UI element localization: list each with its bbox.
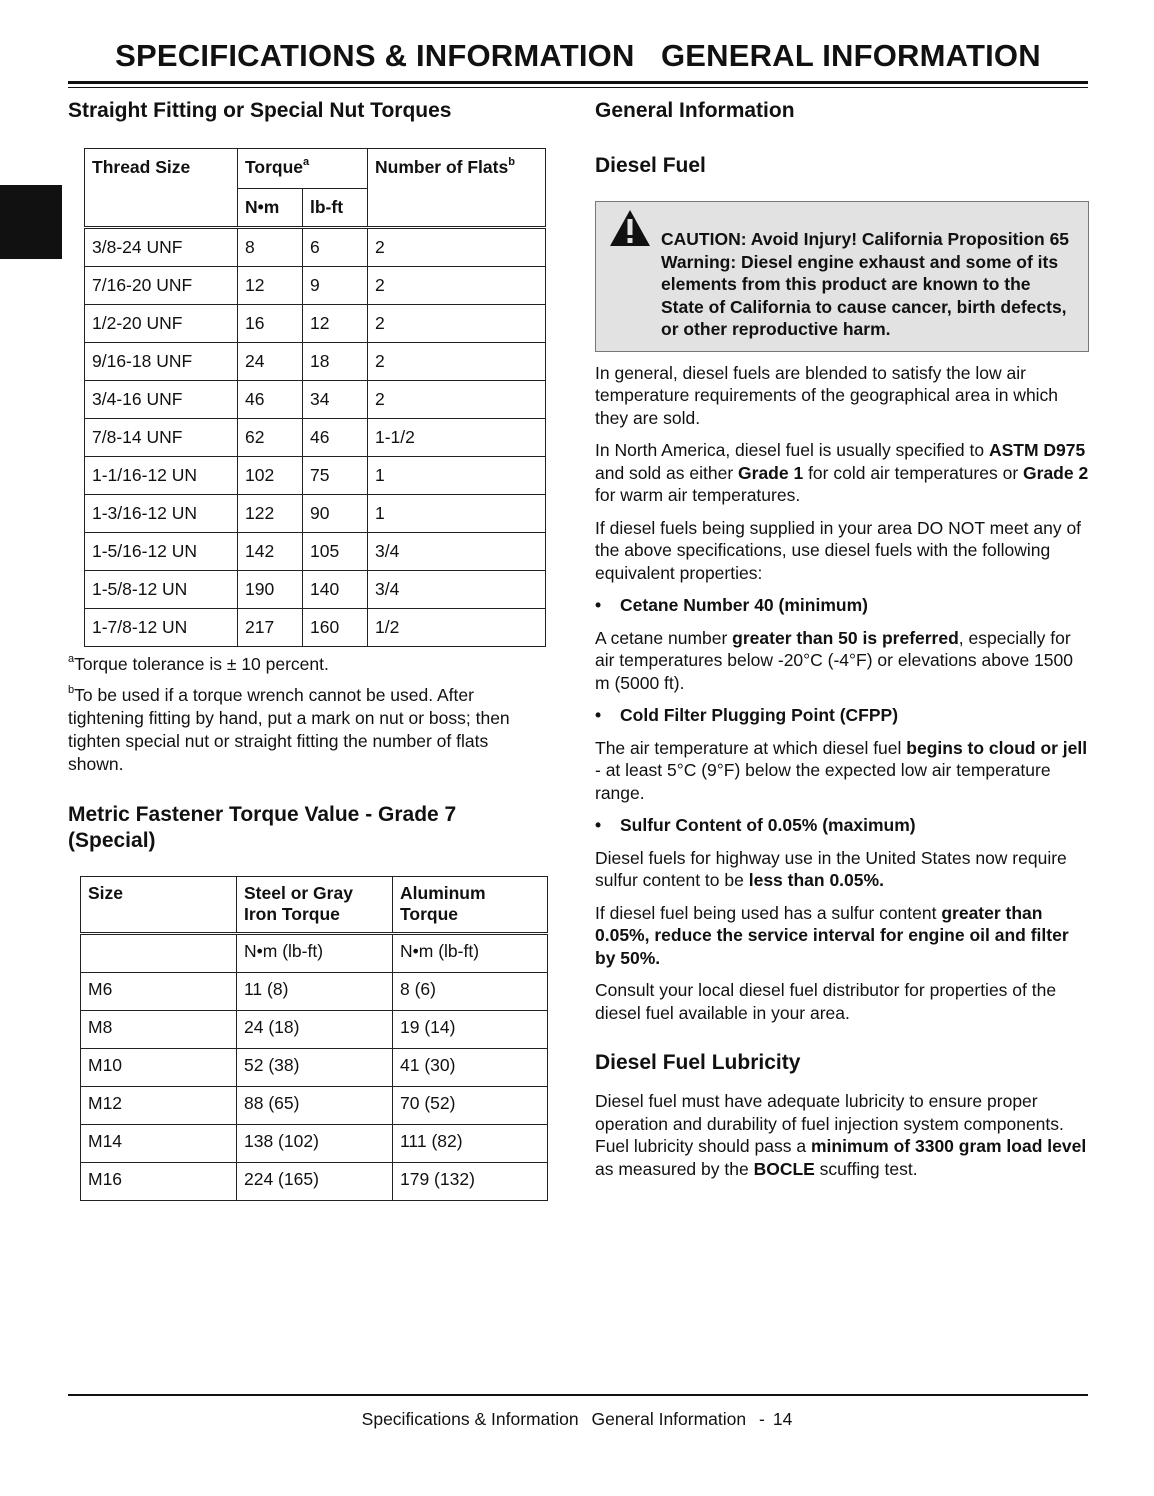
torque-lbft-cell: 18 — [303, 343, 368, 381]
torque-lbft-cell: 9 — [303, 267, 368, 305]
table-row — [85, 305, 546, 343]
size-cell: M8 — [81, 1011, 237, 1049]
torque-lbft-cell: 12 — [303, 305, 368, 343]
torque-nm-cell: 122 — [238, 495, 303, 533]
metric-fastener-torque-table — [80, 876, 548, 1201]
flats-cell: 3/4 — [368, 571, 546, 609]
flats-cell: 3/4 — [368, 533, 546, 571]
paragraph-cetane: A cetane number greater than 50 is preferred, especially for air temperatures below -20°C (-4°F) or elevations above 1500 m (5000 ft). — [595, 627, 1073, 693]
footnote-b: $^b$To be used if a torque wrench cannot be used. After tightening fitting by hand, put a mark on nut or boss; then tighten special nut or straight fitting the number of flats shown. — [68, 684, 510, 774]
flats-cell: 1 — [368, 457, 546, 495]
torque-lbft-cell: 160 — [303, 609, 368, 647]
paragraph-equivalent-properties: If diesel fuels being supplied in your area DO NOT meet any of the above specifications, use diesel fuels with the following equivalent properties: — [595, 517, 1082, 583]
flats-cell: 2 — [368, 267, 546, 305]
thread-size-cell: 1-7/8-12 UN — [85, 609, 238, 647]
diesel-fuel-body — [595, 362, 1089, 1025]
torque-nm-cell: 8 — [238, 228, 303, 267]
table-row — [81, 1163, 548, 1201]
table-row — [81, 1011, 548, 1049]
paragraph-blending: In general, diesel fuels are blended to satisfy the low air temperature requirements of the geographical area in which they are sold. — [595, 362, 1059, 428]
section-tab-marker — [0, 185, 62, 259]
torque-nm-cell: 190 — [238, 571, 303, 609]
steel-torque-cell: 138 (102) — [237, 1125, 393, 1163]
torque-nm-cell: 46 — [238, 381, 303, 419]
table-row — [85, 267, 546, 305]
table-row — [81, 1087, 548, 1125]
section-title-metric-fastener: Metric Fastener Torque Value - Grade 7 (Special) — [68, 803, 457, 852]
paragraph-sulfur-highway: Diesel fuels for highway use in the United States now require sulfur content to be less than 0.05%. — [595, 847, 1067, 890]
thread-size-cell: 1/2-20 UNF — [85, 305, 238, 343]
sub-header-nm: N•m — [238, 189, 303, 228]
footnote-ref-a: a — [303, 156, 310, 168]
bullet-sulfur: • Sulfur Content of 0.05% (maximum) — [595, 815, 916, 835]
table-row — [85, 533, 546, 571]
table-row — [85, 343, 546, 381]
aluminum-torque-cell: 111 (82) — [393, 1125, 548, 1163]
flats-cell: 2 — [368, 228, 546, 267]
sub-header-lbft: lb-ft — [303, 189, 368, 228]
table-row — [85, 228, 546, 267]
thread-size-cell: 7/8-14 UNF — [85, 419, 238, 457]
aluminum-torque-cell: 179 (132) — [393, 1163, 548, 1201]
steel-torque-cell: 52 (38) — [237, 1049, 393, 1087]
thread-size-cell: 1-3/16-12 UN — [85, 495, 238, 533]
flats-cell: 2 — [368, 343, 546, 381]
torque-nm-cell: 62 — [238, 419, 303, 457]
right-column — [595, 98, 1089, 1190]
thread-size-cell: 1-5/8-12 UN — [85, 571, 238, 609]
torque-lbft-cell: 90 — [303, 495, 368, 533]
paragraph-cfpp: The air temperature at which diesel fuel begins to cloud or jell - at least 5°C (9°F) below the expected low air temperature range. — [595, 737, 1088, 803]
torque-lbft-cell: 6 — [303, 228, 368, 267]
footer-rule — [68, 1394, 1088, 1396]
section-title-straight-fitting: Straight Fitting or Special Nut Torques — [68, 99, 452, 122]
section-title-diesel-fuel: Diesel Fuel — [595, 154, 706, 177]
thread-size-cell: 3/4-16 UNF — [85, 381, 238, 419]
footer-section: Specifications & Information — [361, 1409, 579, 1429]
table-row — [85, 457, 546, 495]
table-row — [85, 495, 546, 533]
warning-triangle-icon — [608, 208, 652, 248]
col-header-size: Size — [81, 877, 237, 934]
flats-cell: 1-1/2 — [368, 419, 546, 457]
straight-fitting-torque-table — [84, 148, 546, 647]
aluminum-torque-cell: 19 (14) — [393, 1011, 548, 1049]
table-row — [81, 973, 548, 1011]
flats-cell: 2 — [368, 381, 546, 419]
thread-size-cell: 1-1/16-12 UN — [85, 457, 238, 495]
header-rule-thin — [68, 87, 1088, 88]
steel-torque-cell: 24 (18) — [237, 1011, 393, 1049]
unit-steel: N•m (lb-ft) — [237, 934, 393, 973]
paragraph-sulfur-service: If diesel fuel being used has a sulfur content greater than 0.05%, reduce the service interval for engine oil and filter by 50%. — [595, 902, 1069, 968]
table-row — [85, 609, 546, 647]
torque-nm-cell: 217 — [238, 609, 303, 647]
page-title: SPECIFICATIONS & INFORMATION GENERAL INFORMATION — [115, 38, 1041, 73]
aluminum-torque-cell: 8 (6) — [393, 973, 548, 1011]
col-header-thread-size: Thread Size — [85, 149, 238, 228]
page-number: 14 — [772, 1409, 793, 1429]
section-title-lubricity: Diesel Fuel Lubricity — [595, 1051, 801, 1074]
footnote-a: $^a$Torque tolerance is ± 10 percent. — [68, 653, 329, 674]
table-row — [85, 419, 546, 457]
col-header-aluminum: Aluminum Torque — [393, 877, 548, 934]
flats-cell: 1 — [368, 495, 546, 533]
thread-size-cell: 9/16-18 UNF — [85, 343, 238, 381]
size-cell: M10 — [81, 1049, 237, 1087]
steel-torque-cell: 11 (8) — [237, 973, 393, 1011]
unit-aluminum: N•m (lb-ft) — [393, 934, 548, 973]
torque-lbft-cell: 140 — [303, 571, 368, 609]
caution-box — [595, 201, 1089, 352]
table-row — [81, 1049, 548, 1087]
header-rule — [68, 81, 1088, 84]
thread-size-cell: 7/16-20 UNF — [85, 267, 238, 305]
torque-nm-cell: 24 — [238, 343, 303, 381]
bullet-cetane: • Cetane Number 40 (minimum) — [595, 595, 868, 615]
footnote-ref-b: b — [508, 156, 515, 168]
footer-chapter: General Information — [591, 1409, 747, 1429]
torque-nm-cell: 12 — [238, 267, 303, 305]
caution-text: CAUTION: Avoid Injury! California Proposition 65 Warning: Diesel engine exhaust and some of its elements from this product are known to the State of California to cause cancer, birth defects, or other reproductive harm. — [661, 229, 1070, 339]
table-row — [85, 571, 546, 609]
torque-nm-cell: 142 — [238, 533, 303, 571]
table-row — [81, 1125, 548, 1163]
thread-size-cell: 3/8-24 UNF — [85, 228, 238, 267]
size-cell: M12 — [81, 1087, 237, 1125]
torque-nm-cell: 102 — [238, 457, 303, 495]
bullet-cfpp: • Cold Filter Plugging Point (CFPP) — [595, 705, 899, 725]
thread-size-cell: 1-5/16-12 UN — [85, 533, 238, 571]
size-cell: M16 — [81, 1163, 237, 1201]
torque-lbft-cell: 75 — [303, 457, 368, 495]
size-cell: M14 — [81, 1125, 237, 1163]
steel-torque-cell: 88 (65) — [237, 1087, 393, 1125]
torque-lbft-cell: 46 — [303, 419, 368, 457]
aluminum-torque-cell: 70 (52) — [393, 1087, 548, 1125]
col-header-steel: Steel or Gray Iron Torque — [237, 877, 393, 934]
table-row — [85, 381, 546, 419]
page-footer — [0, 1409, 1154, 1430]
unit-cell-empty — [81, 934, 237, 973]
paragraph-lubricity: Diesel fuel must have adequate lubricity to ensure proper operation and durability of fuel injection system components. Fuel lubricity should pass a minimum of 3300 gram load level as measured by the BOCLE scuffing test. — [595, 1091, 1087, 1179]
torque-nm-cell: 16 — [238, 305, 303, 343]
aluminum-torque-cell: 41 (30) — [393, 1049, 548, 1087]
flats-cell: 1/2 — [368, 609, 546, 647]
col-header-flats: Number of Flats$^b$ — [368, 149, 546, 228]
torque-lbft-cell: 105 — [303, 533, 368, 571]
col-header-torque: Torque$^a$ — [238, 149, 368, 189]
footer-separator: - — [759, 1409, 765, 1429]
paragraph-north-america: In North America, diesel fuel is usually specified to ASTM D975 and sold as either Grade 1 for cold air temperatures or Grade 2 for warm air temperatures. — [595, 440, 1089, 505]
steel-torque-cell: 224 (165) — [237, 1163, 393, 1201]
lubricity-body — [595, 1090, 1089, 1180]
size-cell: M6 — [81, 973, 237, 1011]
left-column — [68, 98, 548, 1201]
torque-lbft-cell: 34 — [303, 381, 368, 419]
flats-cell: 2 — [368, 305, 546, 343]
paragraph-consult: Consult your local diesel fuel distributor for properties of the diesel fuel available in your area. — [595, 980, 1057, 1023]
table-footnotes — [68, 653, 548, 776]
section-title-general-info: General Information — [595, 99, 795, 122]
